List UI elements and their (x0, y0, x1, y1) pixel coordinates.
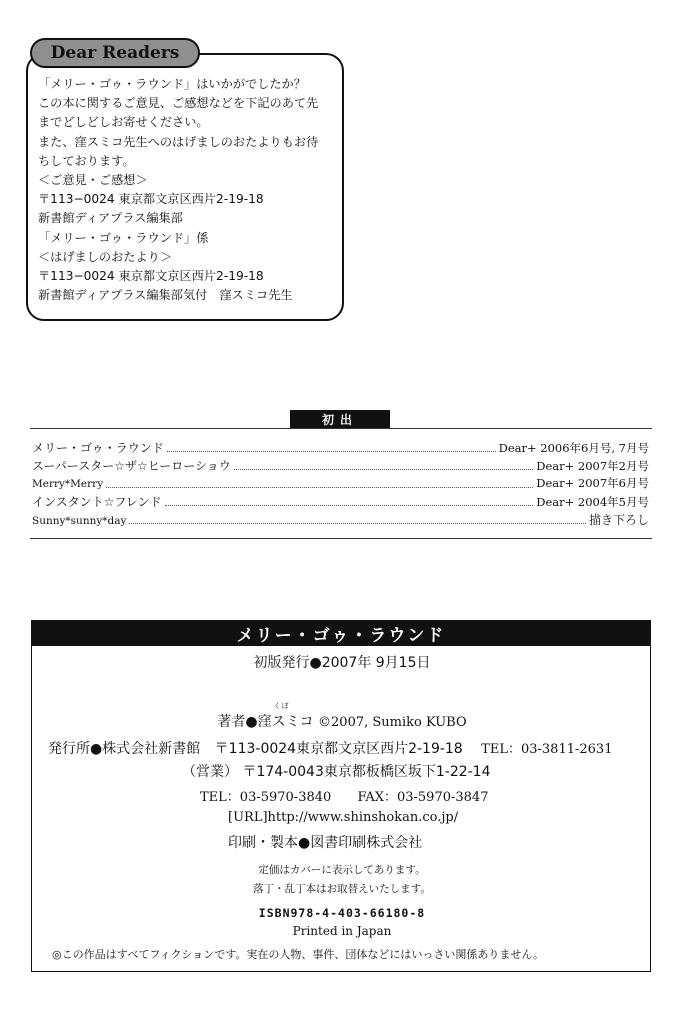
isbn: ISBN978-4-403-66180-8 (258, 906, 426, 920)
reader-line: この本に関するご意見、ご感想などを下記のあて先 (38, 96, 319, 111)
reader-line: 〒113−0024 東京都文京区西片2-19-18 (38, 268, 264, 283)
entry-source: Dear+ 2007年6月号 (536, 476, 649, 490)
list-item (32, 439, 649, 457)
reader-line: 新書館ディアプラス編集部 (38, 211, 183, 226)
author-label: 著者● (217, 714, 258, 730)
reader-line: ＜ご意見・ご感想＞ (38, 172, 148, 187)
leader-dots (167, 442, 496, 452)
dear-readers-text (38, 75, 338, 305)
reader-line: 〒113−0024 東京都文京区西片2-19-18 (38, 192, 264, 207)
leader-dots (129, 514, 586, 524)
first-edition-date: 初版発行●2007年 9月15日 (253, 655, 431, 671)
reader-line: までどしどしお寄せください。 (38, 115, 209, 130)
dear-readers-header: Dear Readers (30, 38, 200, 68)
price-note: 定価はカバーに表示してあります。 (258, 864, 426, 876)
first-appearance-bottom-rule (30, 538, 652, 539)
entry-title: メリー・ゴゥ・ラウンド (32, 441, 164, 455)
website-url: [URL]http://www.shinshokan.co.jp/ (228, 810, 459, 825)
fiction-disclaimer: ◎この作品はすべてフィクションです。実在の人物、事件、団体などにはいっさい関係ありません。 (52, 948, 545, 961)
reader-line: 「メリー・ゴゥ・ラウンド」係 (38, 230, 209, 245)
reader-line: ちしております。 (38, 153, 135, 168)
book-title: メリー・ゴゥ・ラウンド (32, 621, 650, 646)
reader-line: ＜はげましのおたより＞ (38, 249, 173, 264)
publisher-name: 発行所●株式会社新書館 (48, 741, 201, 757)
first-appearance-list (32, 439, 649, 529)
printed-in: Printed in Japan (292, 924, 392, 938)
entry-source: Dear+ 2004年5月号 (536, 495, 649, 509)
reader-line: また、窪スミコ先生へのはげましのおたよりもお待 (38, 134, 319, 149)
reader-line: 新書館ディアプラス編集部気付 窪スミコ先生 (38, 288, 293, 303)
sales-address: 〒174-0043東京都板橋区坂下1-22-14 (242, 764, 491, 780)
author-line (32, 702, 652, 731)
sales-line (182, 761, 642, 781)
entry-title: Merry*Merry (32, 478, 104, 490)
entry-title: スーパースター☆ザ☆ヒーローショウ (32, 459, 231, 473)
publisher-address: 〒113-0024東京都文京区西片2-19-18 (214, 741, 463, 757)
author-ruby: くぼ (273, 702, 290, 710)
sales-fax: FAX：03-5970-3847 (357, 790, 489, 805)
list-item (32, 493, 649, 511)
first-appearance-top-rule (30, 428, 652, 429)
entry-source: Dear+ 2006年6月号, 7月号 (498, 441, 649, 455)
author-name: 窪スミコ (257, 714, 314, 730)
list-item (32, 475, 649, 493)
first-appearance-label: 初出 (290, 410, 390, 428)
reader-line: 「メリー・ゴゥ・ラウンド」はいかがでしたか？ (38, 77, 306, 91)
entry-title: インスタント☆フレンド (32, 495, 162, 509)
entry-source: Dear+ 2007年2月号 (536, 459, 649, 473)
list-item (32, 457, 649, 475)
leader-dots (106, 478, 533, 488)
entry-title: Sunny*sunny*day (32, 515, 127, 527)
publisher-tel: TEL：03-3811-2631 (481, 742, 613, 757)
printer-line: 印刷・製本●図書印刷株式会社 (228, 835, 423, 851)
leader-dots (165, 496, 534, 506)
sales-tel: TEL：03-5970-3840 (200, 790, 332, 805)
author-name-wrap (257, 702, 314, 731)
replacement-note: 落丁・乱丁本はお取替えいたします。 (253, 883, 431, 895)
publisher-line (48, 738, 648, 758)
leader-dots (234, 460, 533, 470)
entry-source: 描き下ろし (588, 513, 649, 527)
list-item (32, 511, 649, 529)
copyright: ©2007, Sumiko KUBO (318, 715, 467, 730)
sales-contact-line (200, 786, 640, 805)
sales-label: （営業） (182, 764, 238, 780)
colophon-box (31, 620, 651, 972)
